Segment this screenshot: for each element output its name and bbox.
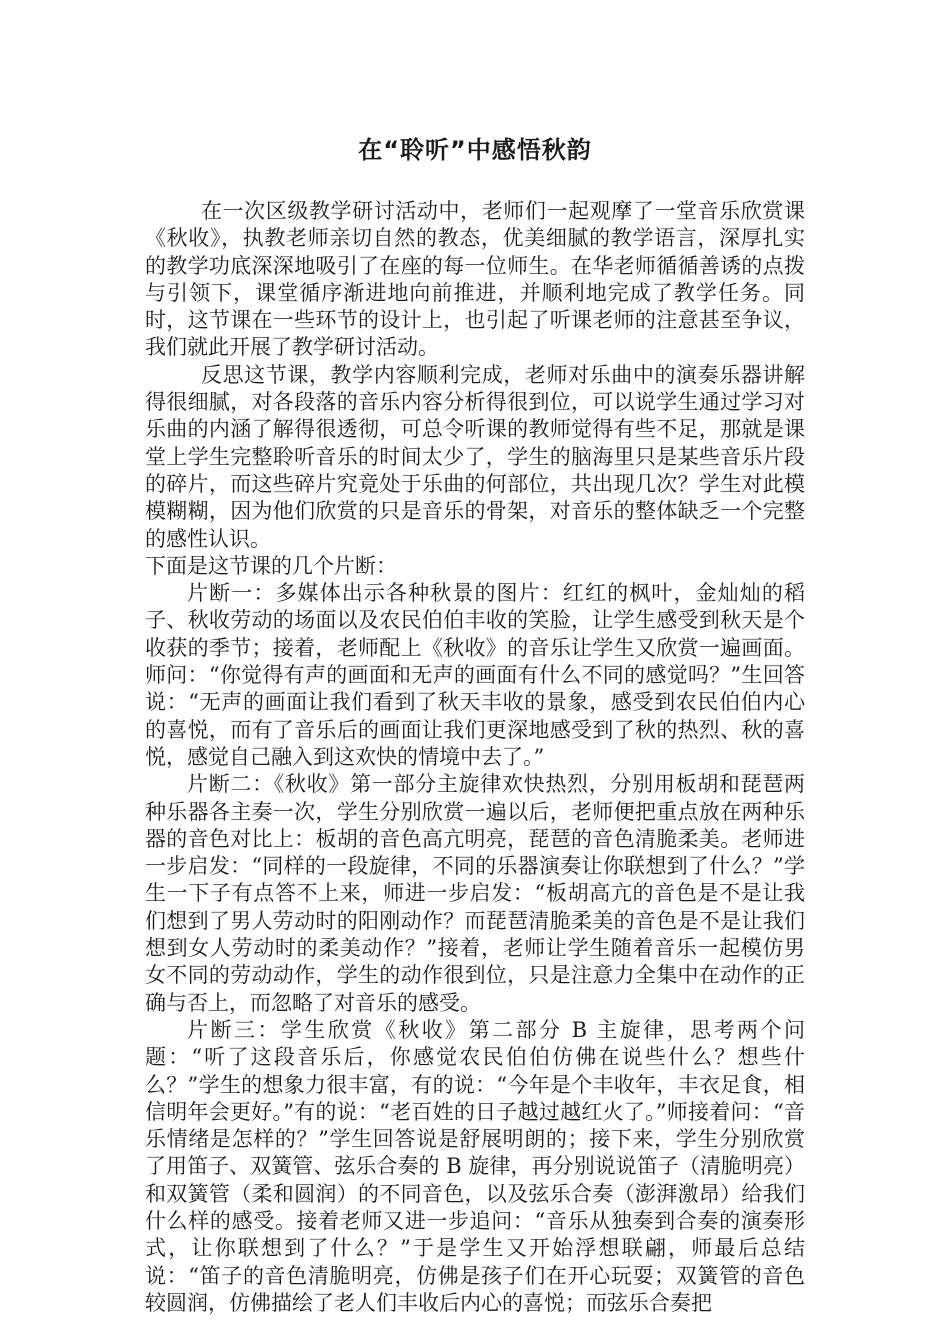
- paragraph-fragment-two: 片断二：《秋收》第一部分主旋律欢快热烈，分别用板胡和琵琶两种乐器各主奏一次，学生分别欣赏一遍以后，老师便把重点放在两种乐器的音色对比上：板胡的音色高亢明亮，琵琶的音色清脆柔美。老师进一步启发：“同样的一段旋律，不同的乐器演奏让你联想到了什么？”学生一下子有点答不上来，师进一步启发：“板胡高亢的音色是不是让我们想到了男人劳动时的阳刚动作？而琵琶清脆柔美的音色是不是让我们想到女人劳动时的柔美动作？”接着，老师让学生随着音乐一起模仿男女不同的劳动动作，学生的动作很到位，只是注意力全集中在动作的正确与否上，而忽略了对音乐的感受。: [145, 772, 805, 1015]
- document-title: 在“聆听”中感悟秋韵: [358, 136, 592, 164]
- paragraph-intro: 在一次区级教学研讨活动中，老师们一起观摩了一堂音乐欣赏课《秋收》，执教老师亲切自然的教态，优美细腻的教学语言，深厚扎实的教学功底深深地吸引了在座的每一位师生。在华老师循循善诱的点拨与引领下，课堂循序渐进地向前推进，并顺利地完成了教学任务。同时，这节课在一些环节的设计上，也引起了听课老师的注意甚至争议，我们就此开展了教学研讨活动。: [145, 199, 805, 360]
- paragraph-fragment-three: 片断三：学生欣赏《秋收》第二部分 B 主旋律，思考两个问题：“听了这段音乐后，你感觉农民伯伯仿佛在说些什么？想些什么？”学生的想象力很丰富，有的说：“今年是个丰收年，丰衣足食，相信明年会更好。”有的说：“老百姓的日子越过越红火了。”师接着问：“音乐情绪是怎样的？”学生回答说是舒展明朗的；接下来，学生分别欣赏了用笛子、双簧管、弦乐合奏的 B 旋律，再分别说说笛子（清脆明亮）和双簧管（柔和圆润）的不同音色，以及弦乐合奏（澎湃激昂）给我们什么样的感受。接着老师又进一步追问：“音乐从独奏到合奏的演奏形式，让你联想到了什么？”于是学生又开始浮想联翩，师最后总结说：“笛子的音色清脆明亮，仿佛是孩子们在开心玩耍；双簧管的音色较圆润，仿佛描绘了老人们丰收后内心的喜悦；而弦乐合奏把: [145, 1017, 805, 1315]
- paragraph-reflection: 反思这节课，教学内容顺利完成，老师对乐曲中的演奏乐器讲解得很细腻，对各段落的音乐内容分析得很到位，可以说学生通过学习对乐曲的内涵了解得很透彻，可总令听课的教师觉得有些不足，那就是课堂上学生完整聆听音乐的时间太少了，学生的脑海里只是某些音乐片段的碎片，而这些碎片究竟处于乐曲的何部位，共出现几次？学生对此模模糊糊，因为他们欣赏的只是音乐的骨架，对音乐的整体缺乏一个完整的感性认识。: [145, 362, 805, 551]
- paragraph-fragment-one: 片断一：多媒体出示各种秋景的图片：红红的枫叶，金灿灿的稻子、秋收劳动的场面以及农民伯伯丰收的笑脸，让学生感受到秋天是个收获的季节；接着，老师配上《秋收》的音乐让学生又欣赏一遍画面。师问：“你觉得有声的画面和无声的画面有什么不同的感觉吗？”生回答说：“无声的画面让我们看到了秋天丰收的景象，感受到农民伯伯内心的喜悦，而有了音乐后的画面让我们更深地感受到了秋的热烈、秋的喜悦，感觉自己融入到这欢快的情境中去了。”: [145, 581, 805, 769]
- paragraph-fragments-heading: 下面是这节课的几个片断：: [145, 553, 397, 578]
- document-body: [145, 198, 805, 1317]
